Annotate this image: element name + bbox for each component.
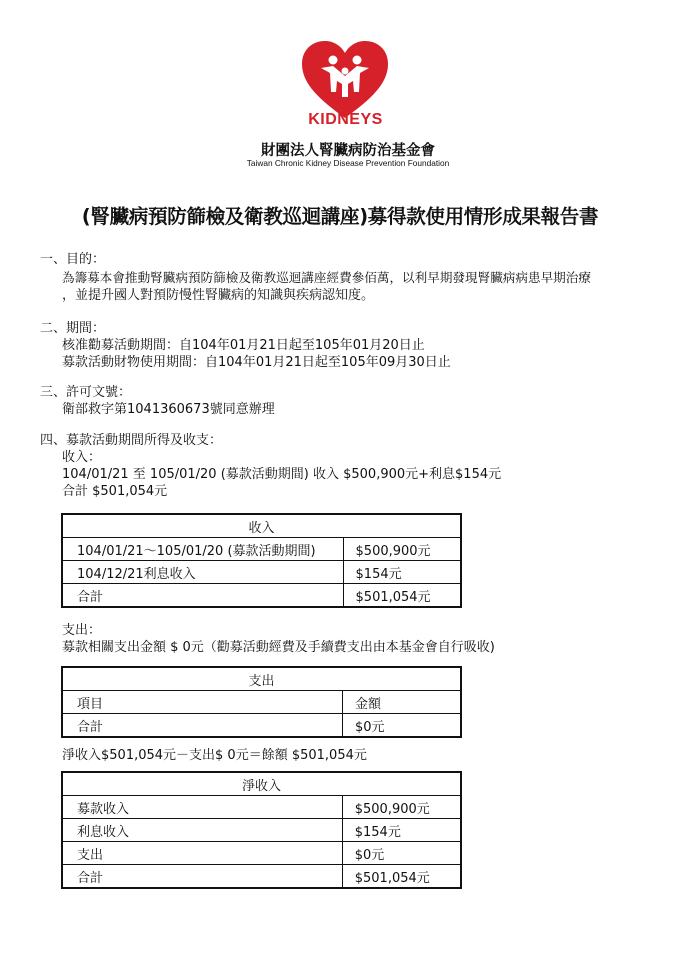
- expense-line: 募款相關支出金額 $ 0元（勸募活動經費及手續費支出由本基金會自行吸收): [62, 640, 495, 655]
- section-3-text-line1: 衛部救字第1041360673號同意辦理: [62, 402, 275, 417]
- expense-label: 支出：: [62, 623, 102, 638]
- section-4-heading: 四、募款活動期間所得及收支：: [40, 433, 223, 448]
- expense-table: [61, 666, 462, 738]
- table-cell-value: $154元: [343, 561, 461, 584]
- section-2-heading: 二、期間：: [40, 321, 106, 336]
- table-cell-value: $500,900元: [343, 538, 461, 561]
- table-cell-value: 金額: [342, 691, 461, 714]
- table-row: [62, 584, 461, 608]
- table-cell-label: 104/12/21利息收入: [62, 561, 343, 584]
- net-income-table: [61, 771, 462, 889]
- table-row: [62, 538, 461, 561]
- table-cell-label: 合計: [62, 584, 343, 608]
- kidneys-heart-logo: [300, 40, 390, 120]
- income-total: 合計 $501,054元: [62, 484, 168, 499]
- expense-table-header: 支出: [62, 667, 461, 691]
- table-row: [62, 561, 461, 584]
- table-cell-label: 支出: [62, 842, 342, 865]
- table-cell-label: 104/01/21～105/01/20 (募款活動期間): [62, 538, 343, 561]
- table-row: [62, 714, 461, 738]
- table-row: [62, 691, 461, 714]
- table-row: [62, 865, 461, 889]
- table-cell-value: $154元: [342, 819, 461, 842]
- section-1-text-line1: 為籌募本會推動腎臟病預防篩檢及衛教巡迴講座經費參佰萬，以利早期發現腎臟病病患早期治療: [62, 270, 591, 285]
- section-2-text-line2: 募款活動財物使用期間：自104年01月21日起至105年09月30日止: [62, 355, 451, 370]
- section-2-text-line1: 核准勸募活動期間：自104年01月21日起至105年01月20日止: [62, 338, 425, 353]
- table-cell-value: $0元: [342, 714, 461, 738]
- table-cell-value: $501,054元: [342, 865, 461, 889]
- section-1-text-line2: ，並提升國人對預防慢性腎臟病的知識與疾病認知度。: [62, 288, 375, 303]
- net-table-header: 淨收入: [62, 772, 461, 796]
- income-table-header: 收入: [62, 514, 461, 538]
- table-row: [62, 796, 461, 819]
- table-cell-value: $501,054元: [343, 584, 461, 608]
- section-3-heading: 三、許可文號：: [40, 385, 132, 400]
- income-line: 104/01/21 至 105/01/20 (募款活動期間) 收入 $500,900元+利息$154元: [62, 467, 502, 482]
- table-row: [62, 819, 461, 842]
- income-table: [61, 513, 462, 608]
- org-name-zh: 財團法人腎臟病防治基金會: [261, 142, 435, 159]
- table-cell-label: 項目: [62, 691, 342, 714]
- org-name-en: Taiwan Chronic Kidney Disease Prevention Foundation: [246, 158, 450, 168]
- table-cell-label: 利息收入: [62, 819, 342, 842]
- table-cell-label: 合計: [62, 714, 342, 738]
- table-cell-value: $0元: [342, 842, 461, 865]
- table-cell-label: 募款收入: [62, 796, 342, 819]
- table-cell-value: $500,900元: [342, 796, 461, 819]
- section-1-heading: 一、目的：: [40, 252, 106, 267]
- page-title: (腎臟病預防篩檢及衛教巡迴講座)募得款使用情形成果報告書: [81, 205, 599, 228]
- income-label: 收入：: [62, 450, 102, 465]
- net-income-line: 淨收入$501,054元－支出$ 0元＝餘額 $501,054元: [62, 748, 367, 763]
- logo-wordmark: KIDNEYS: [308, 111, 383, 128]
- table-cell-label: 合計: [62, 865, 342, 889]
- table-row: [62, 842, 461, 865]
